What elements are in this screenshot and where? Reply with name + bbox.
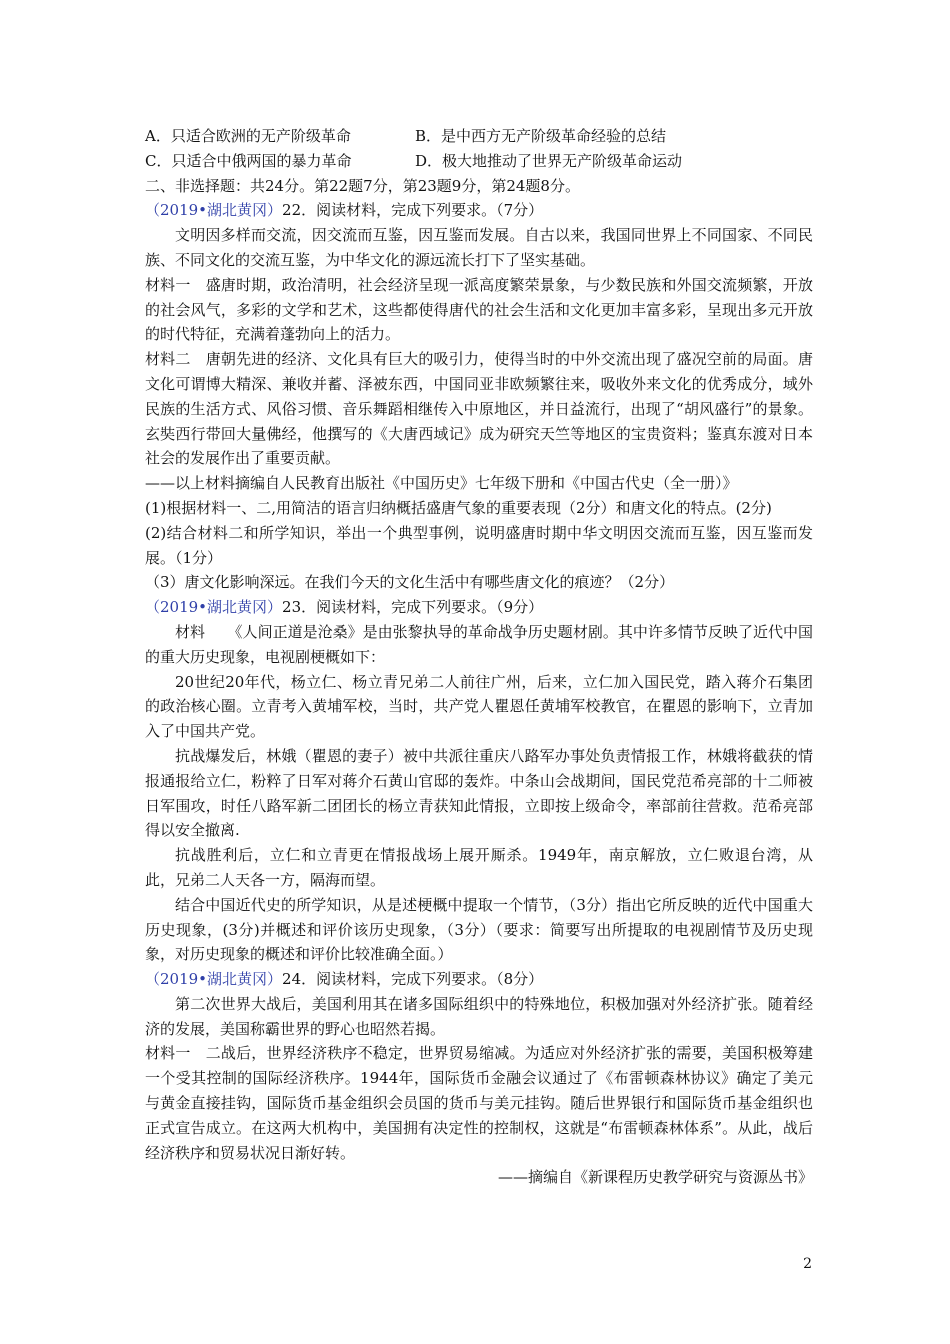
q22-material-2: 材料二 唐朝先进的经济、文化具有巨大的吸引力，使得当时的中外交流出现了盛况空前的局面。唐文化可谓博大精深、兼收并蓄、泽被东西，中国同亚非欧频繁往来，吸收外来文化的优秀成分，域外民族的生活方式、风俗习惯、音乐舞蹈相继传入中原地区，并日益流行，出现了“胡风盛行”的景象。玄奘西行带回大量佛经，他撰写的《大唐西域记》成为研究天竺等地区的宝贵资料；鉴真东渡对日本社会的发展作出了重要贡献。 xyxy=(145,350,813,468)
q24-citation: ——摘编自《新课程历史教学研究与资源丛书》 xyxy=(497,1168,813,1187)
q22-question-1: (1)根据材料一、二,用简洁的语言归纳概括盛唐气象的重要表现（2分）和唐文化的特点。(2分) xyxy=(145,498,772,517)
option-row-2 xyxy=(145,149,813,174)
q23-paragraph-1: 20世纪20年代，杨立仁、杨立青兄弟二人前往广州，后来，立仁加入国民党，踏入蒋介石集团的政治核心圈。立青考入黄埔军校，当时，共产党人瞿恩任黄埔军校教官，在瞿恩的影响下，立青加入了中国共产党。 xyxy=(145,672,813,741)
q24-title: 24．阅读材料，完成下列要求。（8分） xyxy=(282,970,544,989)
q22-citation: ——以上材料摘编自人民教育出版社《中国历史》七年级下册和《中国古代史（全一册）》 xyxy=(145,474,738,493)
option-c: C．只适合中俄两国的暴力革命 xyxy=(145,151,352,170)
q22-question-3: （3）唐文化影响深远。在我们今天的文化生活中有哪些唐文化的痕迹？（2分） xyxy=(145,573,675,592)
q24-material-1: 材料一 二战后，世界经济秩序不稳定，世界贸易缩减。为适应对外经济扩张的需要，美国积极筹建一个受其控制的国际经济秩序。1944年，国际货币金融会议通过了《布雷顿森林协议》确定了美元与黄金直接挂钩，国际货币基金组织会员国的货币与美元挂钩。随后世界银行和国际货币基金组织也正式宣告成立。在这两大机构中，美国拥有决定性的控制权，这就是“布雷顿森林体系”。从此，战后经济秩序和贸易状况日渐好转。 xyxy=(145,1044,813,1162)
q23-heading xyxy=(145,595,813,620)
section-header: 二、非选择题：共24分。第22题7分，第23题9分，第24题8分。 xyxy=(145,176,580,195)
option-a: A．只适合欧洲的无产阶级革命 xyxy=(145,127,351,145)
option-b: B．是中西方无产阶级革命经验的总结 xyxy=(415,127,667,145)
option-row-1 xyxy=(145,124,813,149)
q24-source: （2019•湖北黄冈） xyxy=(145,970,283,989)
q23-source: （2019•湖北黄冈） xyxy=(145,598,283,617)
q22-heading xyxy=(145,198,813,223)
q22-intro: 文明因多样而交流，因交流而互鉴，因互鉴而发展。自古以来，我国同世界上不同国家、不同民族、不同文化的交流互鉴，为中华文化的源远流长打下了坚实基础。 xyxy=(145,226,813,269)
q23-task: 结合中国近代史的所学知识，从是述梗概中提取一个情节，（3分）指出它所反映的近代中国重大历史现象，(3分)并概述和评价该历史现象，（3分）（要求：简要写出所提取的电视剧情节及历史现象，对历史现象的概述和评价比较准确全面。） xyxy=(145,895,813,964)
q23-paragraph-2: 抗战爆发后，林娥（瞿恩的妻子）被中共派往重庆八路军办事处负责情报工作，林娥将截获的情报通报给立仁，粉粹了日军对蒋介石黄山官邸的轰炸。中条山会战期间，国民党范希亮部的十二师被日军围攻，时任八路军新二团团长的杨立青获知此情报，立即按上级命令，率部前往营救。范希亮部得以安全撤离. xyxy=(145,746,813,840)
page-number: 2 xyxy=(803,1256,812,1272)
q23-material: 材料 《人间正道是沧桑》是由张黎执导的革命战争历史题材剧。其中许多情节反映了近代中国的重大历史现象，电视剧梗概如下： xyxy=(145,622,813,666)
q24-intro: 第二次世界大战后，美国利用其在诸多国际组织中的特殊地位，积极加强对外经济扩张。随着经济的发展，美国称霸世界的野心也昭然若揭。 xyxy=(145,994,813,1038)
q22-title: 22．阅读材料，完成下列要求。（7分） xyxy=(282,201,544,220)
q24-heading xyxy=(145,967,813,992)
q22-question-2: (2)结合材料二和所学知识，举出一个典型事例，说明盛唐时期中华文明因交流而互鉴，因互鉴而发展。（1分） xyxy=(145,523,813,567)
q23-paragraph-3: 抗战胜利后，立仁和立青更在情报战场上展开厮杀。1949年，南京解放，立仁败退台湾，从此，兄弟二人天各一方，隔海而望。 xyxy=(145,846,813,889)
option-d: D．极大地推动了世界无产阶级革命运动 xyxy=(415,151,683,170)
q22-source: （2019•湖北黄冈） xyxy=(145,201,283,220)
q22-material-1: 材料一 盛唐时期，政治清明，社会经济呈现一派高度繁荣景象，与少数民族和外国交流频繁，开放的社会风气，多彩的文学和艺术，这些都使得唐代的社会生活和文化更加丰富多彩，呈现出多元开放的时代特征，充满着蓬勃向上的活力。 xyxy=(145,275,813,344)
q23-title: 23．阅读材料，完成下列要求。（9分） xyxy=(282,598,544,617)
document-content xyxy=(145,124,813,1190)
